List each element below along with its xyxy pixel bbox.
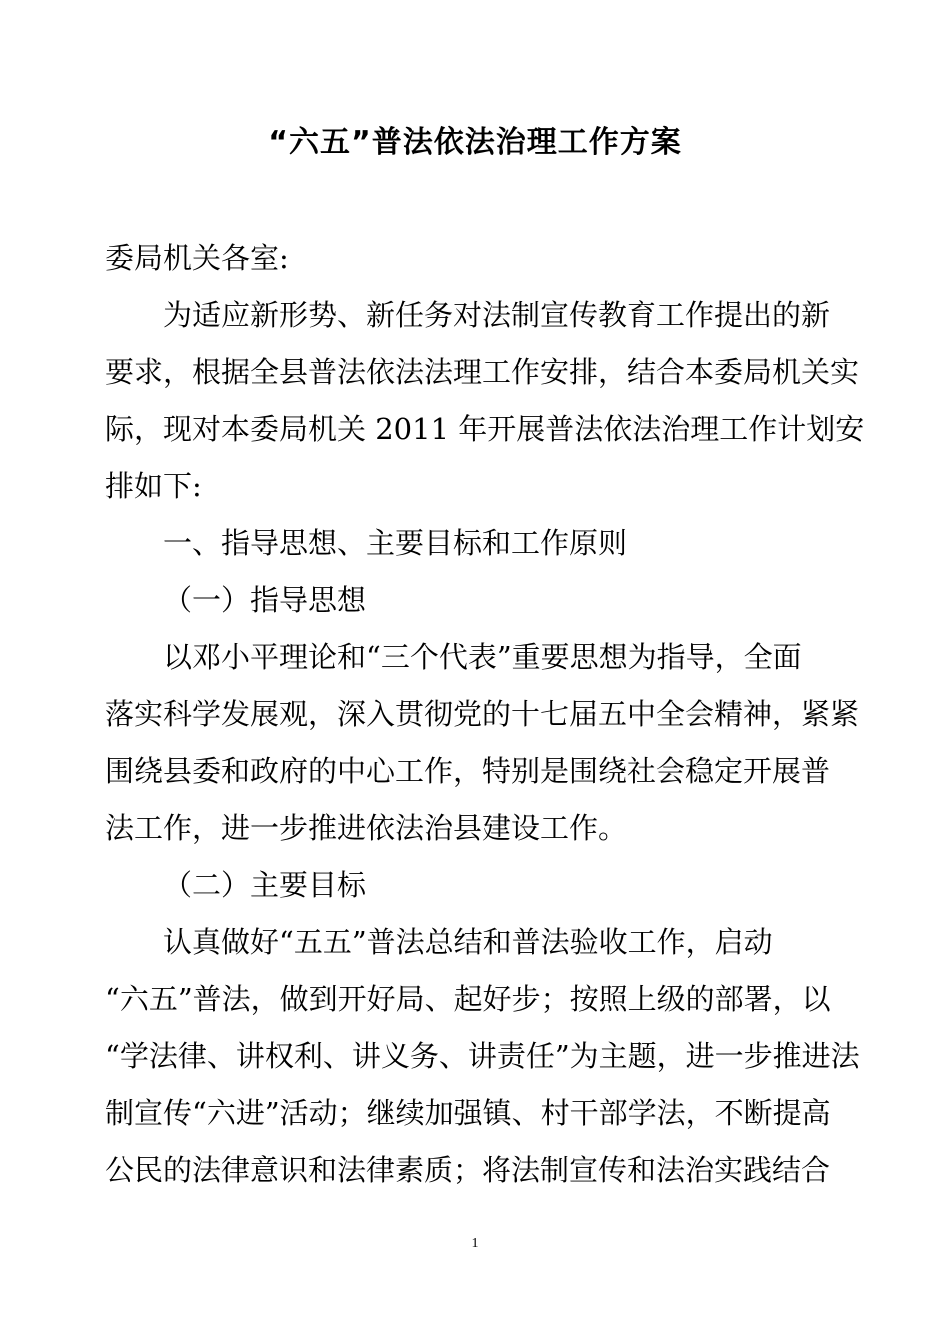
intro-line-1: 为适应新形势、新任务对法制宣传教育工作提出的新 (163, 298, 831, 332)
body-line: 认真做好“五五”普法总结和普法验收工作，启动 (163, 925, 773, 959)
body-line: “六五”普法，做到开好局、起好步；按照上级的部署，以 (105, 982, 831, 1016)
body-line: 以邓小平理论和“三个代表”重要思想为指导，全面 (163, 640, 802, 674)
subsection-heading-1: （一）指导思想 (163, 583, 367, 617)
body-line: 围绕县委和政府的中心工作，特别是围绕社会稳定开展普 (105, 754, 831, 788)
body-line: 公民的法律意识和法律素质；将法制宣传和法治实践结合 (105, 1153, 831, 1187)
salutation: 委局机关各室: (105, 241, 289, 275)
body-line: 制宣传“六进”活动；继续加强镇、村干部学法，不断提高 (105, 1096, 831, 1130)
body-line: “学法律、讲权利、讲义务、讲责任”为主题，进一步推进法 (105, 1039, 860, 1073)
document-title: “六五”普法依法治理工作方案 (268, 125, 682, 160)
body-line: 落实科学发展观，深入贯彻党的十七届五中全会精神，紧紧 (105, 697, 860, 731)
page-number: 1 (471, 1236, 479, 1251)
subsection-heading-2: （二）主要目标 (163, 868, 367, 902)
intro-line-3: 际，现对本委局机关 2011 年开展普法依法治理工作计划安 (105, 412, 865, 446)
intro-line-4: 排如下: (105, 469, 202, 503)
intro-line-2: 要求，根据全县普法依法法理工作安排，结合本委局机关实 (105, 355, 860, 389)
section-heading-1: 一、指导思想、主要目标和工作原则 (163, 526, 628, 560)
body-line: 法工作，进一步推进依法治县建设工作。 (105, 811, 628, 845)
